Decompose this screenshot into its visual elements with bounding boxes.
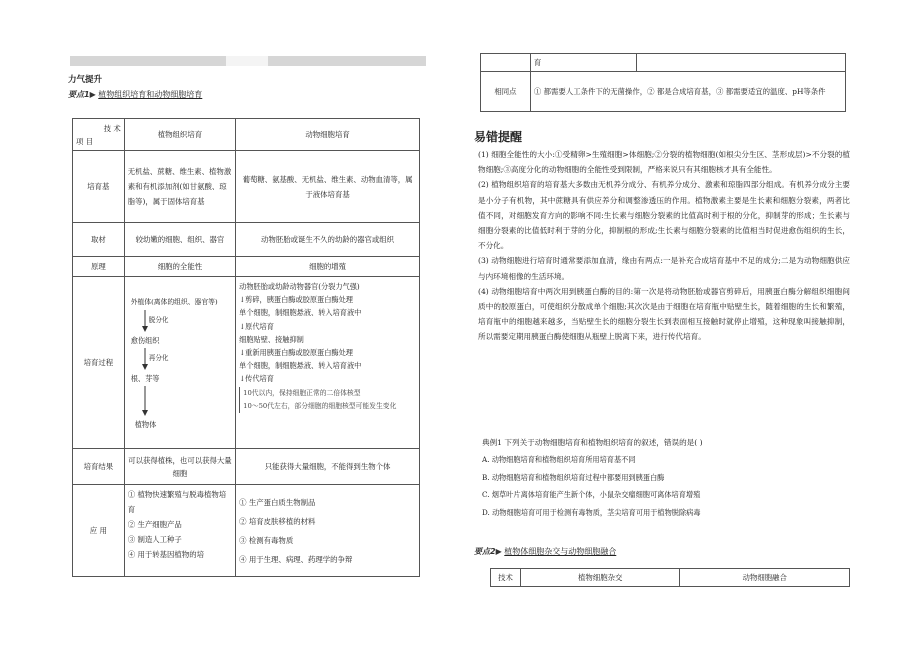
animal-app-3: ③ 检测有毒物质	[239, 535, 294, 545]
animal-step-5: 细胞贴壁、接触抑制	[239, 334, 304, 344]
plant-material: 较幼嫩的细胞、组织、器官	[124, 223, 235, 257]
header-item: 项 目	[76, 136, 94, 146]
plant-applications	[124, 485, 235, 577]
same-label: 相同点	[481, 72, 531, 112]
animal-step-3: 单个细胞，制细胞悬液、转入培育液中	[239, 308, 362, 318]
error-tips-body	[478, 147, 850, 345]
animal-process	[236, 277, 420, 449]
plant-medium: 无机盐、蔗糖、维生素、植物激素和有机添加剂(如甘氨酸、琼脂等)，属于固体培育基	[124, 151, 235, 223]
plant-body-label: 植物体	[134, 419, 157, 429]
option-b: B. 动物细胞培育和植物组织培育过程中都要用到胰蛋白酶	[482, 472, 665, 482]
fusion-table	[490, 568, 850, 587]
animal-app-4: ④ 用于生理、病理、药理学的争辩	[239, 554, 353, 564]
plant-app-3: ③ 制造人工种子	[127, 535, 182, 544]
header-tech: 技 术	[103, 123, 121, 133]
fusion-header-plant: 植物细胞杂交	[520, 569, 680, 587]
error-tips-title: 易错提醒	[474, 130, 523, 144]
roots-buds-label: 根、芽等	[130, 373, 160, 383]
key-point-1	[68, 89, 202, 100]
option-a: A. 动物细胞培育和植物组织培育所用培育基不同	[482, 455, 636, 464]
key-point-tag: 要点1	[68, 90, 90, 99]
animal-step-1: 动物胚胎或幼龄动物器官(分裂力气强)	[239, 282, 360, 291]
plant-principle: 细胞的全能性	[124, 257, 235, 277]
note-line-2: 10～50代左右，部分细胞的细胞核型可能发生变化	[243, 401, 397, 410]
plant-process-diagram	[124, 277, 235, 449]
animal-app-2: ② 培育皮肤移植的材料	[239, 516, 316, 526]
same-text: ① 都需要人工条件下的无菌操作，② 都是合成培育基，③ 都需要适宜的温度、pH等条件	[530, 72, 845, 112]
animal-step-2: ↓剪碎，胰蛋白酶或胶原蛋白酶处理	[239, 295, 353, 305]
plant-app-2: ② 生产细胞产品	[127, 520, 182, 529]
row-label-result: 培育结果	[73, 449, 125, 485]
section-title: 力气提升	[68, 75, 103, 85]
animal-principle: 细胞的增殖	[236, 257, 420, 277]
key-point-title: 植物组织培育和动物细胞培育	[98, 90, 203, 99]
row-label-medium: 培育基	[73, 151, 125, 223]
example-stem: 典例1 下列关于动物细胞培育和植物组织培育的叙述，错误的是( )	[482, 438, 703, 447]
row-label-process: 培育过程	[73, 277, 125, 449]
animal-step-7: 单个细胞，制细胞悬液、转入培育液中	[239, 361, 362, 371]
process-arrows	[125, 288, 237, 438]
comparison-table-continued	[480, 53, 846, 112]
row-label-material: 取材	[73, 223, 125, 257]
fusion-header-tech: 技术	[491, 569, 521, 587]
animal-result: 只能获得大量细胞，不能得到生物个体	[236, 449, 420, 485]
header-animal: 动物细胞培育	[236, 119, 420, 151]
plant-app-4: ④ 用于转基因植物的培	[127, 550, 204, 559]
error-para-1: (1) 细胞全能性的大小:①受精卵>生殖细胞>体细胞;②分裂的植物细胞(如根尖分生区、茎形成层)>不分裂的植物细胞;③高度分化的动物细胞的全能性受到限制，严格来说只有其细胞核才具有全能性。	[478, 150, 850, 175]
karyotype-note	[239, 387, 416, 413]
key-point-2	[474, 546, 616, 557]
error-para-2: (2) 植物组织培育的培育基大多数由无机养分成分、有机养分成分、激素和琼脂四部分组成。有机养分成分主要是小分子有机物，其中蔗糖具有供应养分和调整渗透压的作用。植物激素主要是生长素和细胞分裂素，两者比值不同，对细胞发育方向的影响不同:生长素与细胞分裂素的比值高时利于根的分化，抑制芽的形成；生长素与细胞分裂素的比值低时利于芽的分化，抑制根的形成;生长素与细胞分裂素的比值相当时促进愈伤组织的生长，不分化。	[478, 180, 850, 251]
plant-result: 可以获得植株，也可以获得大量细胞	[124, 449, 235, 485]
arrow-icon: ▶	[89, 90, 96, 99]
key-point-2-title: 植物体细胞杂交与动物细胞融合	[504, 547, 617, 556]
key-point-2-tag: 要点2	[474, 547, 496, 556]
animal-medium: 葡萄糖、氨基酸、无机盐、维生素、动物血清等，属于液体培育基	[236, 151, 420, 223]
cont-animal-cell	[636, 54, 845, 72]
row-label-application: 应 用	[73, 485, 125, 577]
error-para-4: (4) 动物细胞培育中两次用到胰蛋白酶的目的:第一次是将动物胚胎或器官剪碎后，用胰蛋白酶分解组织细胞间质中的胶原蛋白，可使组织分散成单个细胞;其次次是由于细胞在培育瓶中贴壁生长，随着细胞的生长和繁殖，培育瓶中的细胞越来越多，当贴壁生长的细胞分裂生长到表面相互接触时就停止增殖，这种现象叫接触抑制，所以需要定期用胰蛋白酶使细胞从瓶壁上脱离下来，进行传代培育。	[478, 286, 850, 342]
header-tab	[226, 56, 268, 66]
header-plant: 植物组织培育	[124, 119, 235, 151]
row-label-principle: 原理	[73, 257, 125, 277]
comparison-table	[72, 118, 420, 577]
error-para-3: (3) 动物细胞进行培育时通常要添加血清，缘由有两点:一是补充合成培育基中不足的成分;二是为动物细胞供应与内环境相像的生活环境。	[478, 256, 850, 281]
option-d: D. 动物细胞培育可用于检测有毒物质，茎尖培育可用于植物脱除病毒	[482, 507, 701, 517]
redifferentiation-label: 再分化	[148, 353, 169, 362]
dedifferentiation-label: 脱分化	[148, 315, 169, 324]
fusion-header-animal: 动物细胞融合	[680, 569, 850, 587]
plant-app-1: ① 植物快速繁殖与脱毒植物培育	[127, 490, 227, 514]
animal-app-1: ① 生产蛋白质生物制品	[239, 497, 316, 507]
animal-material: 动物胚胎或诞生不久的幼龄的器官或组织	[236, 223, 420, 257]
cont-plant-cell: 育	[530, 54, 636, 72]
cont-empty-cell	[481, 54, 531, 72]
example-question	[482, 434, 850, 521]
animal-step-8: ↓传代培育	[239, 374, 274, 384]
explant-label: 外植体(离体的组织、器官等)	[130, 297, 218, 306]
arrow-icon: ▶	[495, 547, 502, 556]
animal-applications	[236, 485, 420, 577]
animal-step-6: ↓重新用胰蛋白酶或胶原蛋白酶处理	[239, 348, 353, 358]
callus-label: 愈伤组织	[130, 335, 160, 345]
option-c: C. 烟草叶片离体培育能产生新个体，小鼠杂交瘤细胞可离体培育增殖	[482, 490, 701, 499]
header-corner	[73, 119, 125, 151]
note-line-1: 10代以内，保持细胞正常的二倍体核型	[243, 388, 361, 397]
animal-step-4: ↓原代培育	[239, 321, 274, 331]
